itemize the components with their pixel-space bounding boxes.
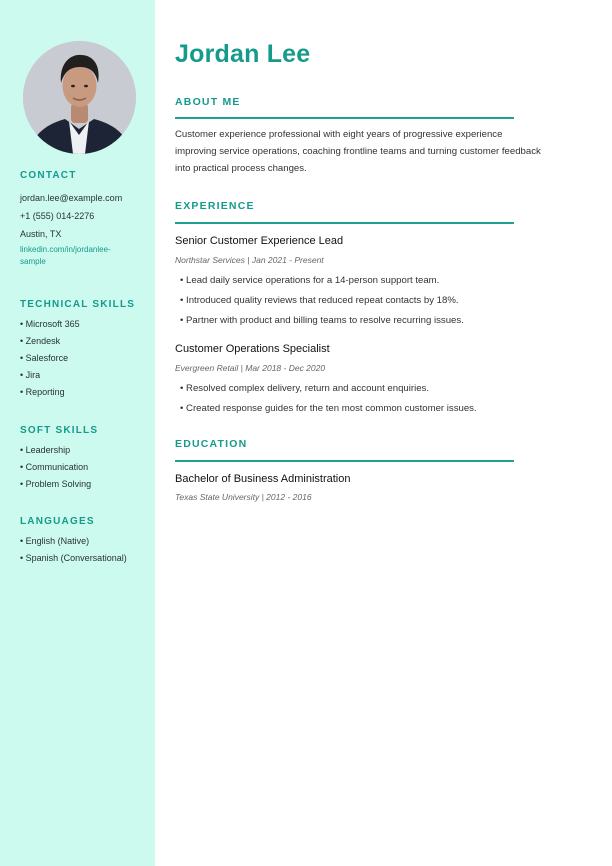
list-item: • Resolved complex delivery, return and account enquiries. [180,379,477,399]
technical-skills-section [20,299,150,401]
list-item: • Jira [20,370,41,380]
about-text [175,126,575,177]
list-item: • Microsoft 365 [20,319,80,329]
list-item: • Communication [20,462,89,472]
job-title: Senior Customer Experience Lead [175,235,344,247]
list-item: • Created response guides for the ten most common customer issues. [180,399,477,419]
job-bullets [180,271,464,331]
list-item: • Spanish (Conversational) [20,553,127,563]
list-item: • English (Native) [20,536,90,546]
languages-section [20,516,150,567]
linkedin-line-2: sample [20,257,46,266]
list-item: • Partner with product and billing teams to resolve recurring issues. [180,311,464,331]
soft-skills-section [20,425,150,493]
education-divider [175,460,514,462]
list-item: • Introduced quality reviews that reduced repeat contacts by 18%. [180,291,464,311]
degree-title: Bachelor of Business Administration [175,473,351,485]
education-meta: Texas State University | 2012 - 2016 [175,492,312,502]
page-title: Jordan Lee [175,40,311,68]
contact-section [20,170,150,268]
about-line: improving service operations, coaching frontline teams and turning customer feedback [175,146,541,157]
list-item: • Leadership [20,445,71,455]
list-item: • Zendesk [20,336,61,346]
person-photo-icon [23,41,136,154]
education-heading: EDUCATION [175,438,248,450]
about-divider [175,117,514,119]
about-heading: ABOUT ME [175,96,241,108]
sidebar [0,0,155,866]
list-item: • Reporting [20,387,65,397]
job-meta: Northstar Services | Jan 2021 - Present [175,255,324,265]
job-title: Customer Operations Specialist [175,343,330,355]
list-item: • Salesforce [20,353,69,363]
languages-list [20,533,150,567]
about-line: into practical process changes. [175,163,307,174]
experience-divider [175,222,514,224]
profile-photo [23,41,136,154]
experience-heading: EXPERIENCE [175,200,255,212]
linkedin-line-1: linkedin.com/in/jordanlee- [20,245,111,254]
list-item: • Problem Solving [20,479,92,489]
contact-email[interactable]: jordan.lee@example.com [20,193,123,203]
soft-skills-heading: SOFT SKILLS [20,425,99,436]
contact-linkedin-link[interactable] [20,244,150,268]
contact-phone: +1 (555) 014-2276 [20,211,95,221]
technical-skills-heading: TECHNICAL SKILLS [20,299,136,310]
contact-location: Austin, TX [20,229,62,239]
job-meta: Evergreen Retail | Mar 2018 - Dec 2020 [175,363,326,373]
languages-heading: LANGUAGES [20,516,95,527]
about-line: Customer experience professional with eight years of progressive experience [175,129,503,140]
list-item: • Lead daily service operations for a 14-person support team. [180,271,464,291]
contact-heading: CONTACT [20,170,77,181]
soft-skills-list [20,442,150,493]
technical-skills-list [20,316,150,401]
job-bullets [180,379,477,419]
